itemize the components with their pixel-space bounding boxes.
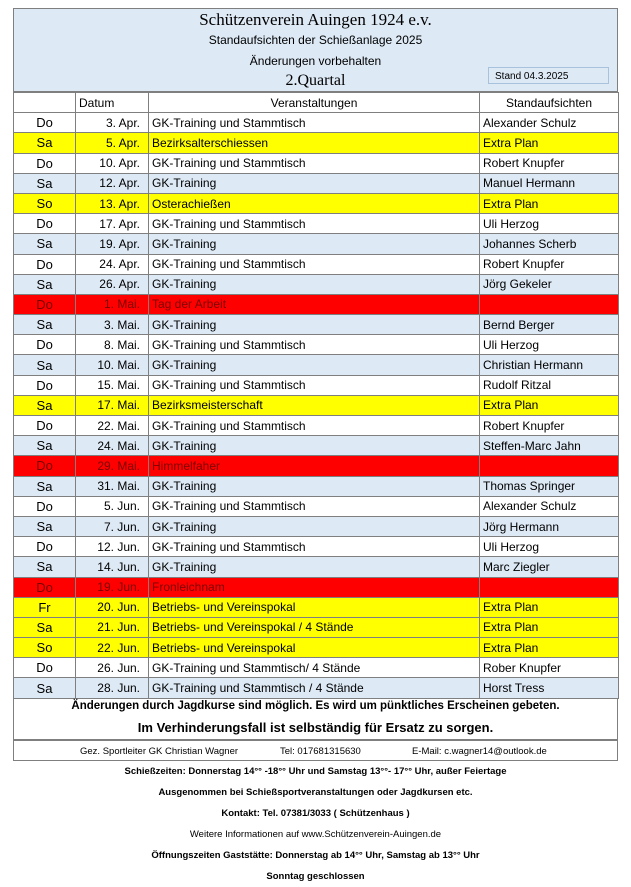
table-row: [14, 416, 619, 436]
cell-event: GK-Training: [149, 476, 480, 496]
cell-supervisor: Extra Plan: [480, 638, 619, 658]
table-row: [14, 335, 619, 355]
table-row: [14, 274, 619, 294]
cell-date: 3. Mai.: [76, 315, 149, 335]
cell-event: GK-Training: [149, 173, 480, 193]
cell-supervisor: Jörg Gekeler: [480, 274, 619, 294]
cell-supervisor: Extra Plan: [480, 193, 619, 213]
cell-supervisor: Rober Knupfer: [480, 658, 619, 678]
email: E-Mail: c.wagner14@outlook.de: [412, 745, 547, 757]
signature-row: [13, 740, 618, 761]
cell-day: Do: [14, 214, 76, 234]
cell-date: 24. Apr.: [76, 254, 149, 274]
quarter-label: 2.Quartal: [285, 72, 346, 89]
cell-date: 26. Apr.: [76, 274, 149, 294]
cell-date: 31. Mai.: [76, 476, 149, 496]
table-row: [14, 617, 619, 637]
cell-day: Do: [14, 577, 76, 597]
cell-date: 8. Mai.: [76, 335, 149, 355]
schedule-header: [13, 8, 618, 92]
cell-event: GK-Training und Stammtisch: [149, 335, 480, 355]
column-header-supervisors: Standaufsichten: [480, 93, 619, 113]
column-header-events: Veranstaltungen: [149, 93, 480, 113]
cell-supervisor: Uli Herzog: [480, 335, 619, 355]
cell-day: Sa: [14, 516, 76, 536]
club-title: Schützenverein Auingen 1924 e.v.: [199, 10, 432, 29]
cell-date: 1. Mai.: [76, 294, 149, 314]
contact-line: Kontakt: Tel. 07381/3033 ( Schützenhaus ): [221, 807, 410, 819]
cell-date: 14. Jun.: [76, 557, 149, 577]
cell-date: 3. Apr.: [76, 113, 149, 133]
footer-notes: [13, 699, 618, 740]
schedule-sheet: [13, 8, 618, 887]
table-row: [14, 355, 619, 375]
cell-supervisor: Thomas Springer: [480, 476, 619, 496]
schedule-subtitle: Standaufsichten der Schießanlage 2025: [208, 33, 423, 47]
cell-day: Do: [14, 254, 76, 274]
column-header-day: [14, 93, 76, 113]
cell-date: 13. Apr.: [76, 193, 149, 213]
signature: Gez. Sportleiter GK Christian Wagner: [80, 745, 239, 757]
table-row: [14, 254, 619, 274]
cell-day: So: [14, 638, 76, 658]
cell-supervisor: Extra Plan: [480, 617, 619, 637]
cell-date: 5. Apr.: [76, 133, 149, 153]
table-row: [14, 294, 619, 314]
table-row: [14, 133, 619, 153]
cell-supervisor: Robert Knupfer: [480, 254, 619, 274]
cell-supervisor: [480, 577, 619, 597]
stand-date: Stand 04.3.2025: [488, 67, 609, 84]
schedule-rows: [14, 113, 619, 698]
cell-event: GK-Training und Stammtisch: [149, 496, 480, 516]
cell-event: GK-Training und Stammtisch: [149, 113, 480, 133]
cell-event: GK-Training und Stammtisch: [149, 537, 480, 557]
cell-day: Sa: [14, 173, 76, 193]
exceptions-note: Ausgenommen bei Schießsportveranstaltungen oder Jagdkursen etc.: [158, 786, 473, 798]
cell-day: So: [14, 193, 76, 213]
cell-day: Sa: [14, 617, 76, 637]
cell-event: Bezirksmeisterschaft: [149, 395, 480, 415]
table-row: [14, 375, 619, 395]
cell-day: Do: [14, 496, 76, 516]
table-row: [14, 537, 619, 557]
cell-event: Himmelfaher: [149, 456, 480, 476]
cell-supervisor: Extra Plan: [480, 133, 619, 153]
cell-day: Sa: [14, 234, 76, 254]
cell-supervisor: Marc Ziegler: [480, 557, 619, 577]
table-row: [14, 234, 619, 254]
cell-date: 19. Jun.: [76, 577, 149, 597]
cell-supervisor: [480, 456, 619, 476]
table-row: [14, 456, 619, 476]
notice-jagdkurse: Änderungen durch Jagdkurse sind möglich. Es wird um pünktliches Erscheinen gebeten.: [71, 699, 560, 712]
cell-day: Do: [14, 113, 76, 133]
cell-date: 12. Apr.: [76, 173, 149, 193]
cell-date: 7. Jun.: [76, 516, 149, 536]
cell-supervisor: Bernd Berger: [480, 315, 619, 335]
cell-event: GK-Training: [149, 557, 480, 577]
cell-event: GK-Training und Stammtisch: [149, 153, 480, 173]
cell-date: 17. Apr.: [76, 214, 149, 234]
table-row: [14, 638, 619, 658]
table-row: [14, 214, 619, 234]
cell-supervisor: Extra Plan: [480, 395, 619, 415]
cell-supervisor: Alexander Schulz: [480, 496, 619, 516]
cell-day: Do: [14, 294, 76, 314]
cell-supervisor: Steffen-Marc Jahn: [480, 436, 619, 456]
cell-day: Sa: [14, 133, 76, 153]
cell-day: Do: [14, 335, 76, 355]
cell-event: Fronleichnam: [149, 577, 480, 597]
table-row: [14, 436, 619, 456]
table-row: [14, 516, 619, 536]
cell-date: 5. Jun.: [76, 496, 149, 516]
cell-date: 19. Apr.: [76, 234, 149, 254]
cell-day: Do: [14, 456, 76, 476]
cell-event: GK-Training und Stammtisch/ 4 Stände: [149, 658, 480, 678]
phone: Tel: 017681315630: [280, 745, 361, 757]
cell-date: 10. Mai.: [76, 355, 149, 375]
cell-event: GK-Training: [149, 234, 480, 254]
column-header-date: Datum: [76, 93, 149, 113]
table-row: [14, 678, 619, 698]
cell-day: Do: [14, 375, 76, 395]
sunday-closed: Sonntag geschlossen: [266, 870, 365, 882]
schedule-table: [13, 92, 619, 699]
cell-supervisor: Extra Plan: [480, 597, 619, 617]
cell-supervisor: Robert Knupfer: [480, 416, 619, 436]
cell-day: Sa: [14, 315, 76, 335]
cell-day: Do: [14, 416, 76, 436]
cell-day: Sa: [14, 395, 76, 415]
cell-supervisor: Johannes Scherb: [480, 234, 619, 254]
table-row: [14, 597, 619, 617]
table-row: [14, 113, 619, 133]
table-row: [14, 173, 619, 193]
cell-date: 26. Jun.: [76, 658, 149, 678]
cell-date: 22. Jun.: [76, 638, 149, 658]
website-line: Weitere Informationen auf www.Schützenverein-Auingen.de: [189, 828, 442, 840]
table-row: [14, 315, 619, 335]
table-row: [14, 193, 619, 213]
cell-event: GK-Training: [149, 516, 480, 536]
cell-day: Sa: [14, 678, 76, 698]
cell-supervisor: Rudolf Ritzal: [480, 375, 619, 395]
cell-day: Sa: [14, 355, 76, 375]
cell-supervisor: Christian Hermann: [480, 355, 619, 375]
cell-day: Do: [14, 153, 76, 173]
cell-event: Tag der Arbeit: [149, 294, 480, 314]
cell-day: Fr: [14, 597, 76, 617]
cell-event: Bezirksalterschiessen: [149, 133, 480, 153]
restaurant-hours: Öffnungszeiten Gaststätte: Donnerstag ab 14°° Uhr, Samstag ab 13°° Uhr: [151, 849, 480, 861]
table-row: [14, 153, 619, 173]
cell-day: Do: [14, 658, 76, 678]
cell-date: 22. Mai.: [76, 416, 149, 436]
cell-supervisor: Robert Knupfer: [480, 153, 619, 173]
info-block: [13, 761, 618, 887]
cell-supervisor: Uli Herzog: [480, 537, 619, 557]
cell-date: 29. Mai.: [76, 456, 149, 476]
cell-day: Do: [14, 537, 76, 557]
cell-event: GK-Training und Stammtisch: [149, 254, 480, 274]
cell-date: 21. Jun.: [76, 617, 149, 637]
table-row: [14, 476, 619, 496]
cell-day: Sa: [14, 274, 76, 294]
cell-event: GK-Training: [149, 355, 480, 375]
notice-ersatz: Im Verhinderungsfall ist selbständig für Ersatz zu sorgen.: [137, 719, 494, 735]
table-row: [14, 557, 619, 577]
cell-date: 12. Jun.: [76, 537, 149, 557]
cell-event: GK-Training: [149, 315, 480, 335]
cell-event: Osterachießen: [149, 193, 480, 213]
cell-date: 17. Mai.: [76, 395, 149, 415]
cell-supervisor: Horst Tress: [480, 678, 619, 698]
cell-supervisor: Manuel Hermann: [480, 173, 619, 193]
cell-day: Sa: [14, 476, 76, 496]
table-row: [14, 496, 619, 516]
cell-supervisor: Alexander Schulz: [480, 113, 619, 133]
cell-event: GK-Training und Stammtisch: [149, 375, 480, 395]
cell-event: GK-Training und Stammtisch: [149, 214, 480, 234]
table-row: [14, 395, 619, 415]
table-header-row: [14, 93, 619, 113]
cell-event: GK-Training und Stammtisch: [149, 416, 480, 436]
cell-supervisor: Uli Herzog: [480, 214, 619, 234]
cell-day: Sa: [14, 436, 76, 456]
cell-event: Betriebs- und Vereinspokal: [149, 638, 480, 658]
cell-supervisor: Jörg Hermann: [480, 516, 619, 536]
cell-event: GK-Training: [149, 436, 480, 456]
table-row: [14, 658, 619, 678]
cell-date: 24. Mai.: [76, 436, 149, 456]
changes-note: Änderungen vorbehalten: [249, 54, 382, 68]
cell-date: 10. Apr.: [76, 153, 149, 173]
cell-date: 28. Jun.: [76, 678, 149, 698]
cell-event: Betriebs- und Vereinspokal: [149, 597, 480, 617]
cell-event: GK-Training: [149, 274, 480, 294]
shooting-times: Schießzeiten: Donnerstag 14°° -18°° Uhr und Samstag 13°°- 17°° Uhr, außer Feiertage: [124, 765, 507, 777]
cell-date: 20. Jun.: [76, 597, 149, 617]
cell-day: Sa: [14, 557, 76, 577]
cell-supervisor: [480, 294, 619, 314]
cell-event: Betriebs- und Vereinspokal / 4 Stände: [149, 617, 480, 637]
table-row: [14, 577, 619, 597]
cell-date: 15. Mai.: [76, 375, 149, 395]
cell-event: GK-Training und Stammtisch / 4 Stände: [149, 678, 480, 698]
